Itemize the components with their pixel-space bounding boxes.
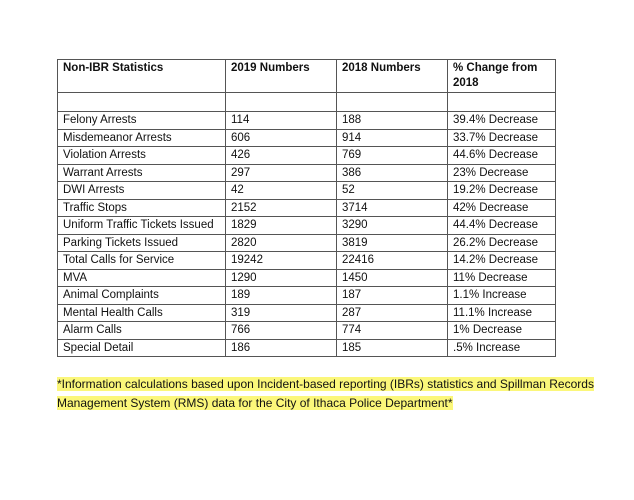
table-cell: 114 <box>226 112 337 130</box>
table-cell: 23% Decrease <box>448 164 556 182</box>
cell <box>58 93 226 112</box>
statistics-table <box>57 59 556 357</box>
table-cell: 14.2% Decrease <box>448 252 556 270</box>
table-cell: 297 <box>226 164 337 182</box>
table-cell: 1290 <box>226 269 337 287</box>
table-cell: 26.2% Decrease <box>448 234 556 252</box>
table-row <box>58 112 556 130</box>
table-cell: 3714 <box>337 199 448 217</box>
table-cell: 386 <box>337 164 448 182</box>
table-cell: 426 <box>226 147 337 165</box>
blank-row <box>58 93 556 112</box>
table-cell: 769 <box>337 147 448 165</box>
table-cell: MVA <box>58 269 226 287</box>
table-cell: Misdemeanor Arrests <box>58 129 226 147</box>
table-cell: 3290 <box>337 217 448 235</box>
table-cell: 287 <box>337 304 448 322</box>
table-cell: 2152 <box>226 199 337 217</box>
table-cell: 33.7% Decrease <box>448 129 556 147</box>
table-cell: Special Detail <box>58 339 226 357</box>
table-row <box>58 147 556 165</box>
table-cell: 42 <box>226 182 337 200</box>
table-cell: 606 <box>226 129 337 147</box>
table-cell: Alarm Calls <box>58 322 226 340</box>
table-row <box>58 269 556 287</box>
table-cell: Parking Tickets Issued <box>58 234 226 252</box>
table-cell: 42% Decrease <box>448 199 556 217</box>
table-cell: 774 <box>337 322 448 340</box>
table-cell: 2820 <box>226 234 337 252</box>
table-cell: Uniform Traffic Tickets Issued <box>58 217 226 235</box>
table-cell: 188 <box>337 112 448 130</box>
table-cell: 11.1% Increase <box>448 304 556 322</box>
table-cell: 39.4% Decrease <box>448 112 556 130</box>
header-cell: Non-IBR Statistics <box>58 60 226 93</box>
cell <box>337 93 448 112</box>
header-cell: % Change from 2018 <box>448 60 556 93</box>
table-cell: Violation Arrests <box>58 147 226 165</box>
table-cell: Felony Arrests <box>58 112 226 130</box>
table-cell: Traffic Stops <box>58 199 226 217</box>
table-cell: 1829 <box>226 217 337 235</box>
table-row <box>58 217 556 235</box>
table-cell: 44.6% Decrease <box>448 147 556 165</box>
table-header <box>58 60 556 93</box>
table-cell: Mental Health Calls <box>58 304 226 322</box>
table-cell: 185 <box>337 339 448 357</box>
table-cell: DWI Arrests <box>58 182 226 200</box>
table-cell: 11% Decrease <box>448 269 556 287</box>
table-cell: Total Calls for Service <box>58 252 226 270</box>
header-cell: 2019 Numbers <box>226 60 337 93</box>
table-cell: 189 <box>226 287 337 305</box>
table-cell: 766 <box>226 322 337 340</box>
table-row <box>58 339 556 357</box>
table-row <box>58 199 556 217</box>
table-row <box>58 129 556 147</box>
footnote-line-1: *Information calculations based upon Incident-based reporting (IBRs) statistics and Spillman Records <box>57 377 594 391</box>
table-cell: 187 <box>337 287 448 305</box>
table-cell: 1.1% Increase <box>448 287 556 305</box>
footnote <box>57 375 597 413</box>
table-cell: 1% Decrease <box>448 322 556 340</box>
table-cell: 22416 <box>337 252 448 270</box>
table-cell: 44.4% Decrease <box>448 217 556 235</box>
cell <box>448 93 556 112</box>
table-cell: 914 <box>337 129 448 147</box>
table-row <box>58 304 556 322</box>
table-cell: 1450 <box>337 269 448 287</box>
table-row <box>58 164 556 182</box>
footnote-line-2: Management System (RMS) data for the City of Ithaca Police Department* <box>57 396 453 410</box>
table-row <box>58 182 556 200</box>
table-row <box>58 287 556 305</box>
table-cell: 186 <box>226 339 337 357</box>
table-row <box>58 234 556 252</box>
table-cell: 319 <box>226 304 337 322</box>
table-cell: Animal Complaints <box>58 287 226 305</box>
table-row <box>58 322 556 340</box>
table-cell: Warrant Arrests <box>58 164 226 182</box>
header-cell: 2018 Numbers <box>337 60 448 93</box>
cell <box>226 93 337 112</box>
table-cell: 3819 <box>337 234 448 252</box>
table-row <box>58 252 556 270</box>
table-cell: .5% Increase <box>448 339 556 357</box>
table-cell: 19242 <box>226 252 337 270</box>
table-cell: 19.2% Decrease <box>448 182 556 200</box>
table-cell: 52 <box>337 182 448 200</box>
